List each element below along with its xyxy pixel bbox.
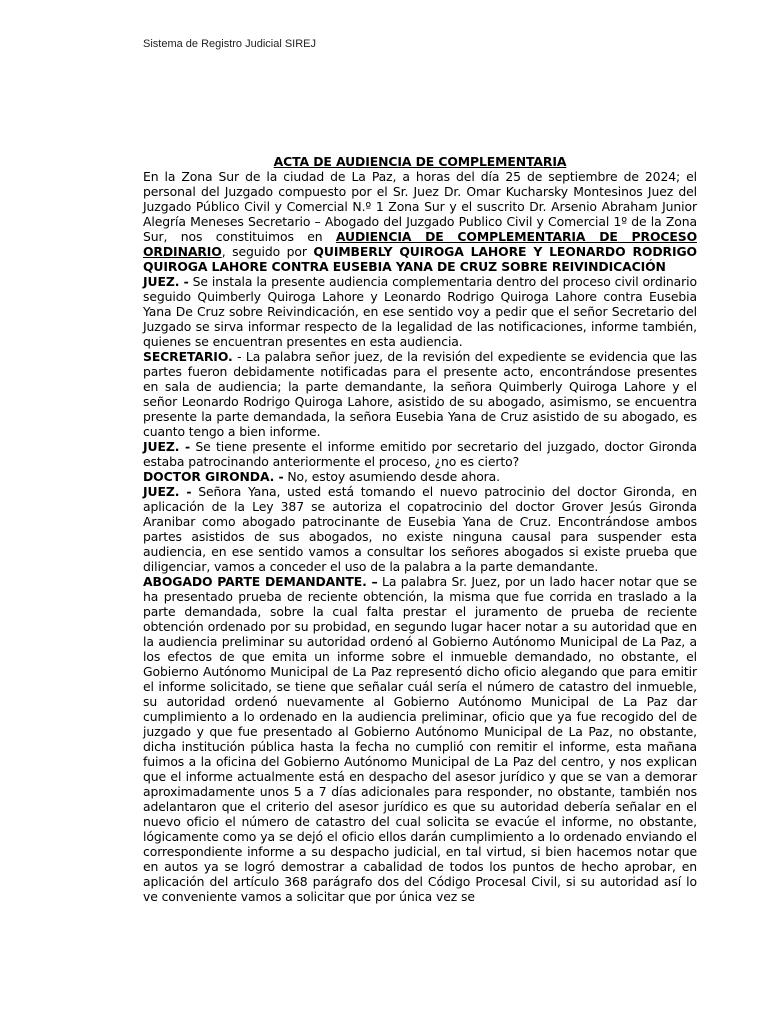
document-body: [143, 154, 697, 904]
entry-judge-1: [143, 274, 697, 349]
entry-text: La palabra Sr. Juez, por un lado hacer notar que se ha presentado prueba de reciente obtención, la misma que fue corrida en traslado a la parte demandada, sobre la cual falta prestar el juramento de prueba de reciente obtención ordenado por su probidad, en segundo lugar hacer notar a su autoridad que en la audiencia preliminar su autoridad ordenó al Gobierno Autónomo Municipal de La Paz, a los efectos de que emita un informe sobre el inmueble demandado, no obstante, el Gobierno Autónomo Municipal de La Paz representó dicho oficio alegando que para emitir el informe solicitado, se tiene que señalar cuál sería el número de catastro del inmueble, su autoridad ordenó nuevamente al Gobierno Autónomo Municipal de La Paz dar cumplimiento a lo ordenado en la audiencia preliminar, oficio que ya fue recogido del de juzgado y que fue presentado al Gobierno Autónomo Municipal de La Paz, no obstante, dicha institución pública hasta la fecha no cumplió con remitir el informe, esta mañana fuimos a la oficina del Gobierno Autónomo Municipal de La Paz del centro, y nos explican que el informe actualmente está en despacho del asesor jurídico y que se van a demorar aproximadamente unos 5 a 7 días adicionales para responder, no obstante, también nos adelantaron que el criterio del asesor jurídico es que su autoridad debería señalar en el nuevo oficio el número de catastro del cual solicita se evacúe el informe, no obstante, lógicamente como ya se dejó el oficio ellos darán cumplimiento a lo ordenado enviando el correspondiente informe a su despacho judicial, en tal virtud, si bien hacemos notar que en autos ya se logró demostrar a cabalidad de todos los puntos de hecho aprobar, en aplicación del artículo 368 parágrafo dos del Código Procesal Civil, si su autoridad así lo ve conveniente vamos a solicitar que por única vez se: [143, 574, 698, 904]
hearing-type: AUDIENCIA DE COMPLEMENTARIA DE PROCESO ORDINARIO: [143, 229, 697, 259]
entry-judge-2: [143, 439, 697, 469]
speaker-label: JUEZ. -: [143, 484, 192, 499]
speaker-label: JUEZ. -: [143, 439, 191, 454]
entry-plaintiff-lawyer: [143, 574, 697, 904]
intro-text: En la Zona Sur de la ciudad de La Paz, a horas del día 25 de septiembre de 2024; el personal del Juzgado compuesto por el Sr. Juez Dr. Omar Kucharsky Montesinos Juez del Juzgado Público Civil y Comercial N.º 1 Zona Sur y el suscrito Dr. Arsenio Abraham Junior Alegría Meneses Secretario – Abogado del Juzgado Publico Civil y Comercial 1º de la Zona Sur, nos constituimos en: [143, 169, 697, 244]
speaker-label: SECRETARIO.: [143, 349, 233, 364]
entry-secretary: [143, 349, 697, 439]
intro-paragraph: [143, 169, 697, 274]
entry-text: Se instala la presente audiencia complementaria dentro del proceso civil ordinario seguido Quimberly Quiroga Lahore y Leonardo Rodrigo Quiroga Lahore contra Eusebia Yana De Cruz sobre Reivindicación, en ese sentido voy a pedir que el señor Secretario del Juzgado se sirva informar respecto de la legalidad de las notificaciones, informe también, quienes se encuentran presentes en esta audiencia.: [143, 274, 697, 349]
intro-text-2: , seguido por: [221, 244, 314, 259]
entry-text: Señora Yana, usted está tomando el nuevo patrocinio del doctor Gironda, en aplicación de la Ley 387 se autoriza el copatrocinio del doctor Grover Jesús Gironda Aranibar como abogado patrocinante de Eusebia Yana de Cruz. Encontrándose ambos partes asistidos de sus abogados, no existe ninguna causal para suspender esta audiencia, en ese sentido vamos a consultar los señores abogados si existe prueba que diligenciar, vamos a conceder el uso de la palabra a la parte demandante.: [143, 484, 697, 574]
entry-judge-3: [143, 484, 697, 574]
entry-text: - La palabra señor juez, de la revisión del expediente se evidencia que las partes fueron debidamente notificadas para el presente acto, encontrándose presentes en sala de audiencia; la parte demandante, la señora Quimberly Quiroga Lahore y el señor Leonardo Rodrigo Quiroga Lahore, asistido de su abogado, asimismo, se encuentra presente la parte demandada, la señora Eusebia Yana de Cruz asistido de su abogado, es cuanto tengo a bien informe.: [143, 349, 697, 439]
page-header: Sistema de Registro Judicial SIREJ: [143, 38, 317, 50]
entry-doctor-gironda: [143, 469, 697, 484]
document-title: ACTA DE AUDIENCIA DE COMPLEMENTARIA: [273, 154, 567, 169]
case-parties: QUIMBERLY QUIROGA LAHORE Y LEONARDO RODRIGO QUIROGA LAHORE CONTRA EUSEBIA YANA DE CRUZ SOBRE REIVINDICACIÓN: [143, 244, 697, 274]
speaker-label: ABOGADO PARTE DEMANDANTE. –: [143, 574, 378, 589]
speaker-label: DOCTOR GIRONDA. -: [143, 469, 284, 484]
entry-text: No, estoy asumiendo desde ahora.: [283, 469, 500, 484]
speaker-label: JUEZ. -: [143, 274, 189, 289]
entry-text: Se tiene presente el informe emitido por secretario del juzgado, doctor Gironda estaba patrocinando anteriormente el proceso, ¿no es cierto?: [143, 439, 697, 469]
